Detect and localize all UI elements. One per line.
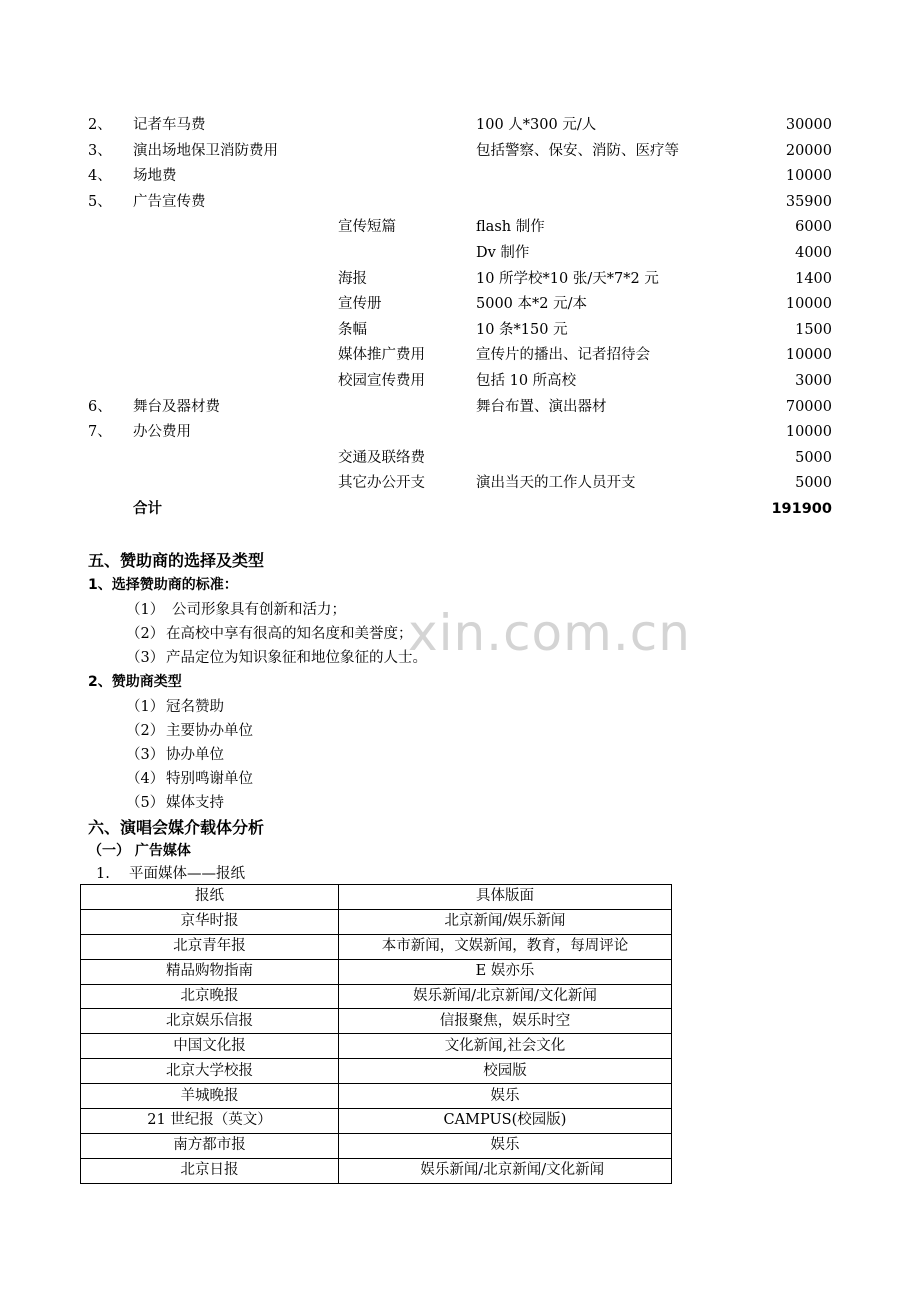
budget-row <box>0 241 920 267</box>
total-label: 合计 <box>133 500 162 517</box>
criteria-item <box>126 622 413 643</box>
table-cell: 21 世纪报（英文） <box>81 1109 339 1134</box>
watermark: xin.com.cn <box>408 604 691 662</box>
row-number: 3、 <box>88 142 112 159</box>
table-row <box>81 984 672 1009</box>
criteria-item <box>126 646 427 667</box>
table-cell: 北京娱乐信报 <box>81 1009 339 1034</box>
row-description: 5000 本*2 元/本 <box>476 296 587 313</box>
row-amount: 10000 <box>785 296 832 313</box>
table-header-cell: 具体版面 <box>339 885 672 910</box>
type-item <box>126 719 253 740</box>
row-number: 4、 <box>88 168 112 185</box>
criteria-text: 公司形象具有创新和活力； <box>172 602 346 618</box>
budget-row <box>0 113 920 139</box>
newspaper-table <box>80 884 672 1184</box>
row-subitem: 宣传册 <box>338 296 382 313</box>
type-text: 主要协办单位 <box>166 723 253 739</box>
table-cell: 娱乐新闻/北京新闻/文化新闻 <box>339 984 672 1009</box>
row-description: Dv 制作 <box>476 244 530 261</box>
row-item: 舞台及器材费 <box>133 398 220 415</box>
criteria-text: 在高校中享有很高的知名度和美誉度； <box>166 626 413 642</box>
row-item: 场地费 <box>133 168 177 185</box>
row-description: 宣传片的播出、记者招待会 <box>476 347 650 364</box>
budget-row <box>0 267 920 293</box>
row-amount: 3000 <box>795 372 832 389</box>
budget-row <box>0 471 920 497</box>
criteria-item <box>126 598 346 619</box>
table-row <box>81 1034 672 1059</box>
budget-row <box>0 369 920 395</box>
budget-row <box>0 215 920 241</box>
type-item <box>126 767 253 788</box>
row-amount: 1400 <box>795 270 832 287</box>
row-number: 7、 <box>88 424 112 441</box>
row-amount: 20000 <box>785 142 832 159</box>
section6-item: 1. 平面媒体——报纸 <box>96 866 245 882</box>
type-mark: （5） <box>126 795 165 811</box>
type-text: 特别鸣谢单位 <box>166 771 253 787</box>
table-cell: 北京青年报 <box>81 934 339 959</box>
section5-title: 五、赞助商的选择及类型 <box>88 551 265 570</box>
table-cell: 校园版 <box>339 1059 672 1084</box>
type-mark: （1） <box>126 699 165 715</box>
table-row <box>81 959 672 984</box>
table-row <box>81 1084 672 1109</box>
section6-title: 六、演唱会媒介载体分析 <box>88 818 265 837</box>
type-mark: （3） <box>126 747 165 763</box>
row-description: 包括警察、保安、消防、医疗等 <box>476 142 679 159</box>
row-amount: 1500 <box>795 321 832 338</box>
row-amount: 70000 <box>785 398 832 415</box>
row-description: 演出当天的工作人员开支 <box>476 475 636 492</box>
row-description: 10 条*150 元 <box>476 321 568 338</box>
criteria-mark: （2） <box>126 626 165 642</box>
row-subitem: 校园宣传费用 <box>338 372 425 389</box>
budget-row <box>0 164 920 190</box>
row-number: 5、 <box>88 193 112 210</box>
row-amount: 10000 <box>785 424 832 441</box>
table-cell: CAMPUS(校园版) <box>339 1109 672 1134</box>
row-description: 舞台布置、演出器材 <box>476 398 607 415</box>
budget-row <box>0 446 920 472</box>
row-amount: 35900 <box>785 193 832 210</box>
table-cell: 羊城晚报 <box>81 1084 339 1109</box>
table-cell: 北京日报 <box>81 1158 339 1183</box>
row-item: 记者车马费 <box>133 117 206 133</box>
row-subitem: 海报 <box>338 270 367 287</box>
row-description: flash 制作 <box>476 219 545 236</box>
type-text: 冠名赞助 <box>166 699 224 715</box>
section5-subtitle-criteria: 1、选择赞助商的标准： <box>88 577 238 593</box>
criteria-text: 产品定位为知识象征和地位象征的人士。 <box>166 650 427 666</box>
criteria-mark: （1） <box>126 602 165 618</box>
criteria-mark: （3） <box>126 650 165 666</box>
row-subitem: 其它办公开支 <box>338 475 425 492</box>
row-subitem: 交通及联络费 <box>338 449 425 466</box>
budget-total-row <box>0 497 920 523</box>
budget-row <box>0 139 920 165</box>
row-item: 办公费用 <box>133 424 191 441</box>
table-cell: 南方都市报 <box>81 1133 339 1158</box>
total-amount: 191900 <box>771 500 832 517</box>
budget-row <box>0 343 920 369</box>
table-row <box>81 1133 672 1158</box>
row-item: 演出场地保卫消防费用 <box>133 142 278 159</box>
table-cell: 信报聚焦，娱乐时空 <box>339 1009 672 1034</box>
table-row <box>81 1109 672 1134</box>
type-text: 协办单位 <box>166 747 224 763</box>
table-cell: 娱乐 <box>339 1133 672 1158</box>
row-amount: 30000 <box>785 117 832 133</box>
table-cell: 北京晚报 <box>81 984 339 1009</box>
budget-list <box>0 113 920 523</box>
row-subitem: 条幅 <box>338 321 367 338</box>
section6-subtitle: （一） 广告媒体 <box>88 843 191 859</box>
type-item <box>126 695 224 716</box>
budget-row <box>0 292 920 318</box>
row-number: 2、 <box>88 117 112 133</box>
type-item <box>126 791 224 812</box>
row-amount: 5000 <box>795 475 832 492</box>
row-description: 100 人*300 元/人 <box>476 117 597 133</box>
table-cell: 娱乐 <box>339 1084 672 1109</box>
type-mark: （4） <box>126 771 165 787</box>
budget-row <box>0 190 920 216</box>
table-cell: 京华时报 <box>81 909 339 934</box>
section5-subtitle-types: 2、赞助商类型 <box>88 674 182 690</box>
row-description: 包括 10 所高校 <box>476 372 577 389</box>
row-amount: 10000 <box>785 168 832 185</box>
type-mark: （2） <box>126 723 165 739</box>
table-row <box>81 1009 672 1034</box>
table-header-cell: 报纸 <box>81 885 339 910</box>
budget-row <box>0 318 920 344</box>
budget-row <box>0 395 920 421</box>
row-amount: 4000 <box>795 244 832 261</box>
type-text: 媒体支持 <box>166 795 224 811</box>
row-item: 广告宣传费 <box>133 193 206 210</box>
row-amount: 5000 <box>795 449 832 466</box>
row-description: 10 所学校*10 张/天*7*2 元 <box>476 270 659 287</box>
table-row <box>81 909 672 934</box>
table-cell: 精品购物指南 <box>81 959 339 984</box>
table-cell: 文化新闻,社会文化 <box>339 1034 672 1059</box>
table-cell: 中国文化报 <box>81 1034 339 1059</box>
row-number: 6、 <box>88 398 112 415</box>
table-row <box>81 1059 672 1084</box>
table-row <box>81 1158 672 1183</box>
table-row <box>81 934 672 959</box>
row-amount: 6000 <box>795 219 832 236</box>
budget-row <box>0 420 920 446</box>
type-item <box>126 743 224 764</box>
table-cell: 北京大学校报 <box>81 1059 339 1084</box>
table-cell: E 娱亦乐 <box>339 959 672 984</box>
row-subitem: 宣传短篇 <box>338 219 396 236</box>
row-subitem: 媒体推广费用 <box>338 347 425 364</box>
row-amount: 10000 <box>785 347 832 364</box>
table-cell: 北京新闻/娱乐新闻 <box>339 909 672 934</box>
table-cell: 娱乐新闻/北京新闻/文化新闻 <box>339 1158 672 1183</box>
table-cell: 本市新闻，文娱新闻，教育，每周评论 <box>339 934 672 959</box>
table-header-row <box>81 885 672 910</box>
